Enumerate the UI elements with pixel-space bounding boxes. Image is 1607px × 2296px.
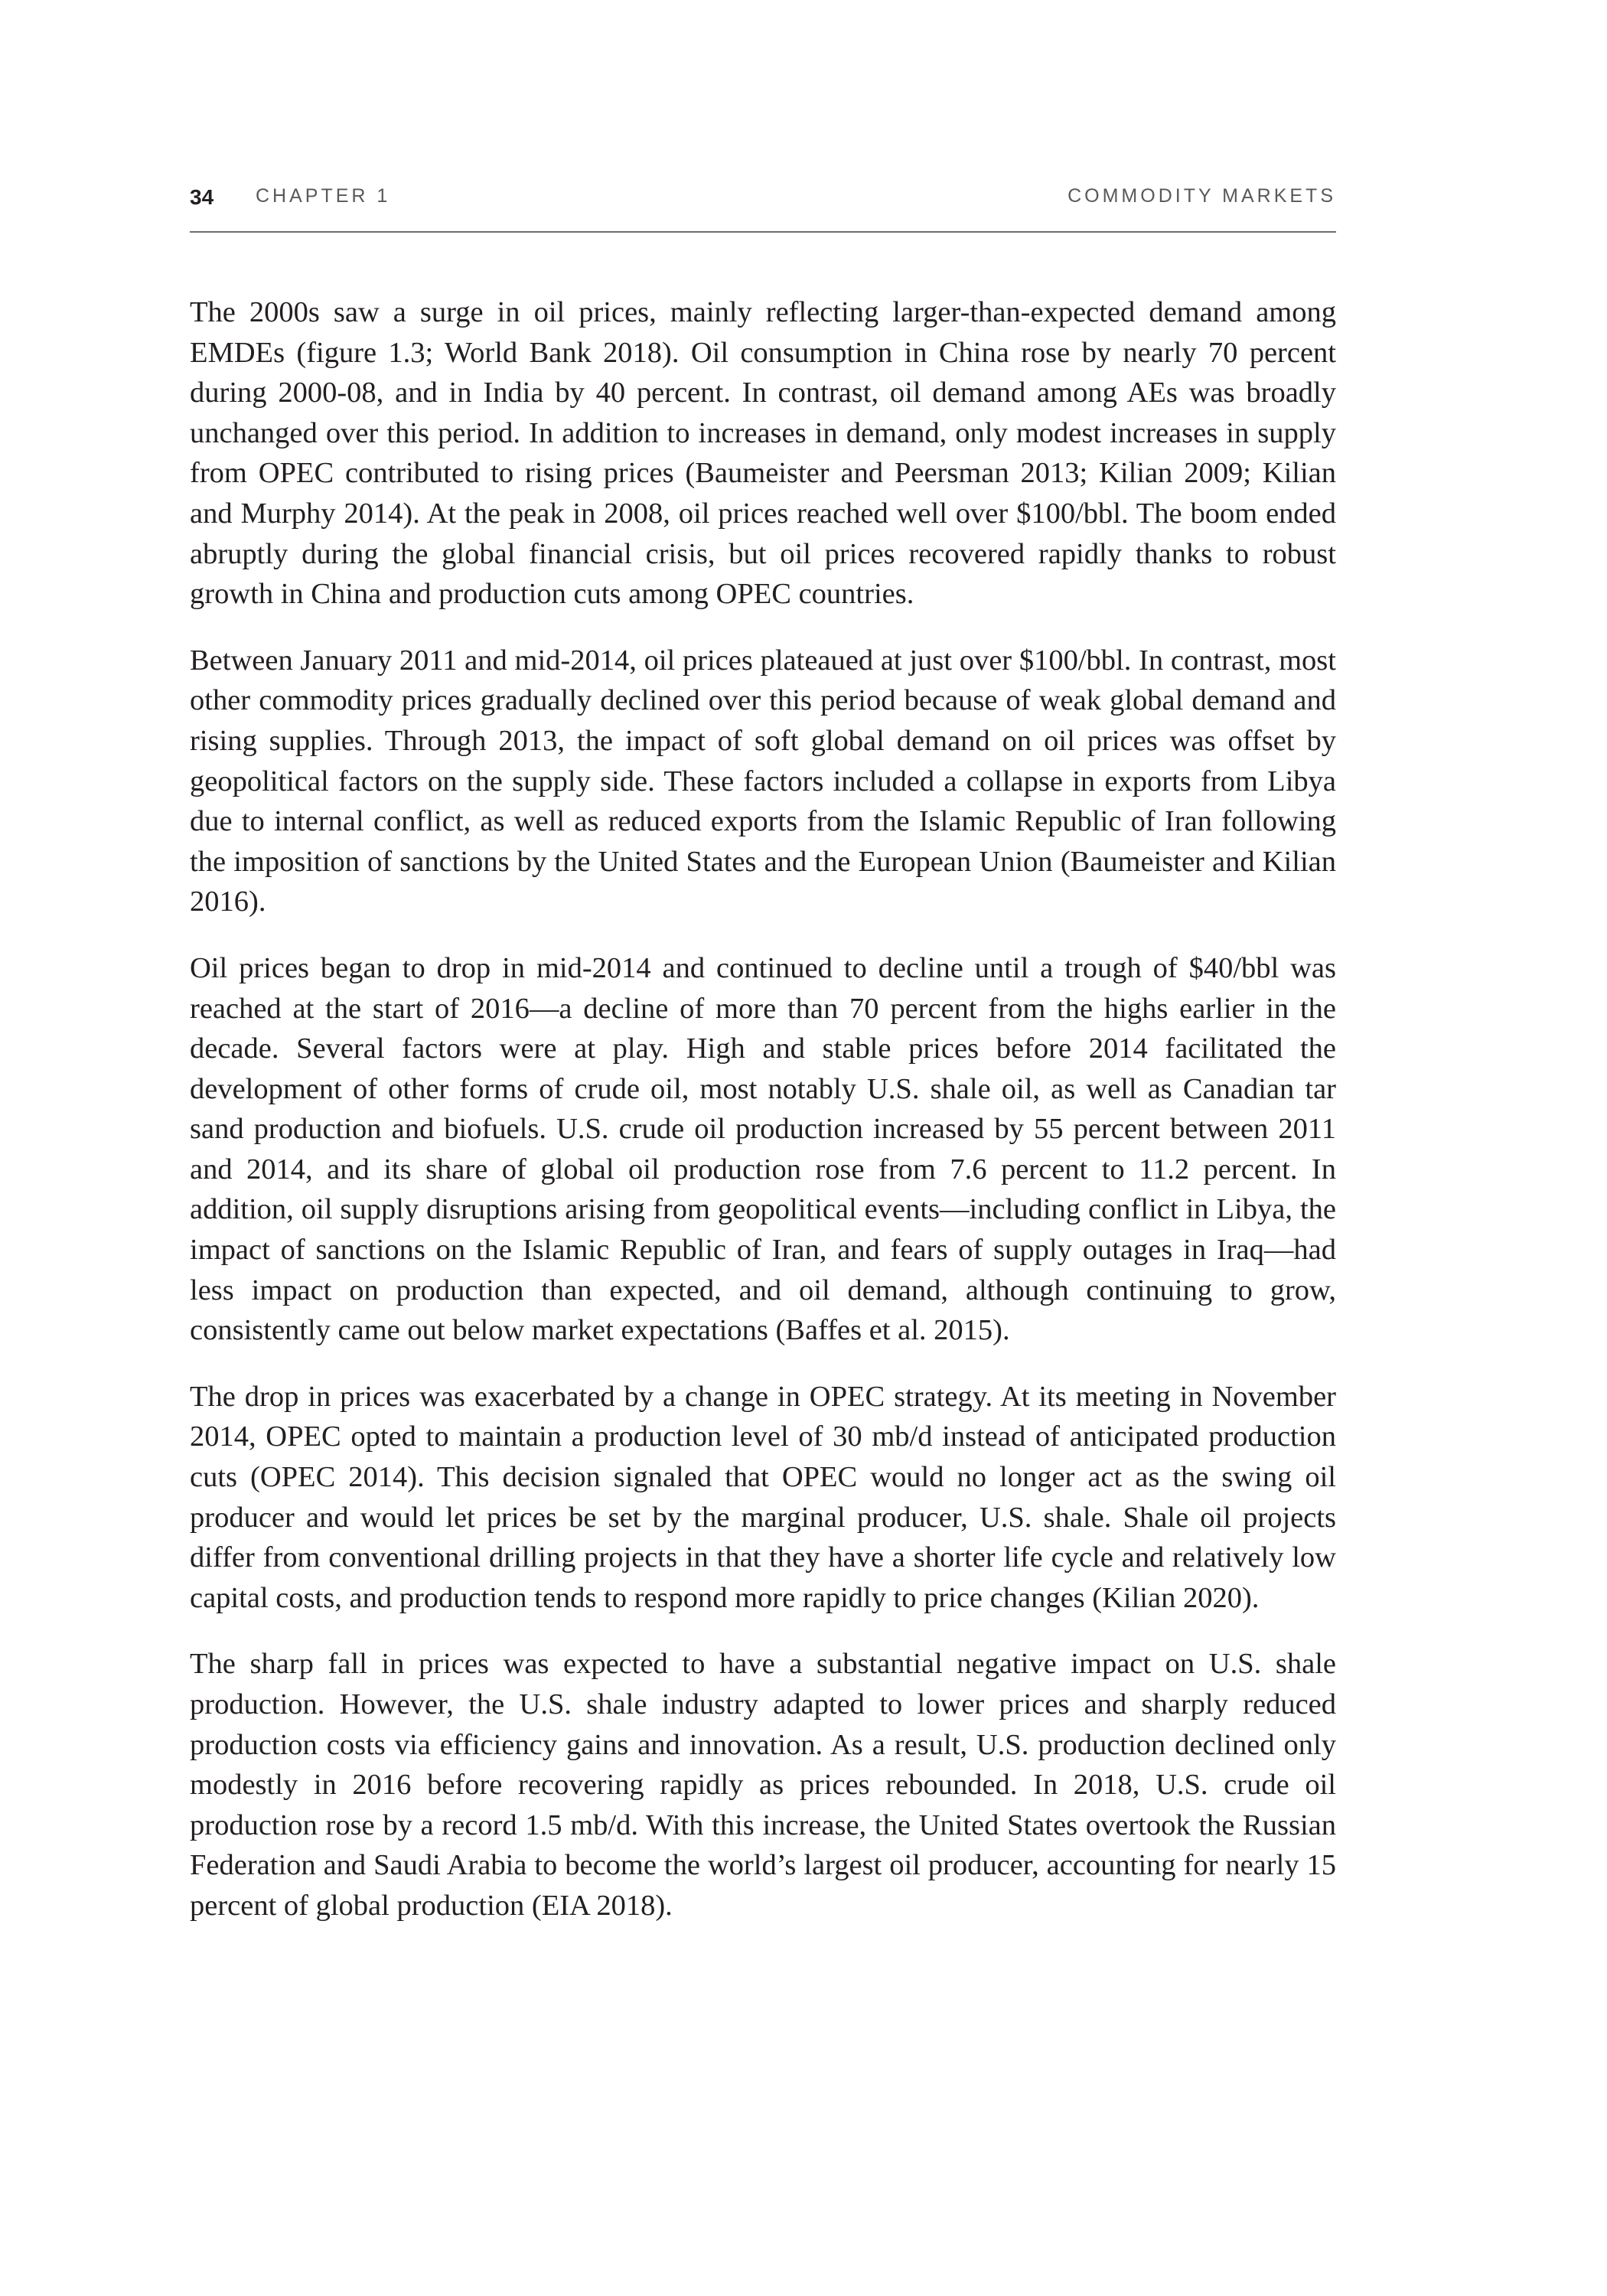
page-number: 34 xyxy=(190,185,214,209)
paragraph-price-drop-2014: Oil prices began to drop in mid-2014 and continued to decline until a trough of $40/bbl was reached at the start of 2016—a decline of more than 70 percent from the highs earlier in the decade. Several factors were at play. High and stable prices before 2014 facilitated the development of other forms of crude oil, most notably U.S. shale oil, as well as Canadian tar sand production and biofuels. U.S. crude oil production increased by 55 percent between 2011 and 2014, and its share of global oil production rose from 7.6 percent to 11.2 percent. In addition, oil supply disruptions arising from geopolitical events—including conflict in Libya, the impact of sanctions on the Islamic Republic of Iran, and fears of supply outages in Iraq—had less impact on production than expected, and oil demand, although continuing to grow, consistently came out below market expectations (Baffes et al. 2015). xyxy=(190,951,1336,1347)
page-header xyxy=(190,178,1336,233)
paragraph-oil-surge-2000s: The 2000s saw a surge in oil prices, mainly reflecting larger-than-expected demand among EMDEs (figure 1.3; World Bank 2018). Oil consumption in China rose by nearly 70 percent during 2000-08, and in India by 40 percent. In contrast, oil demand among AEs was broadly unchanged over this period. In addition to increases in demand, only modest increases in supply from OPEC contributed to rising prices (Baumeister and Peersman 2013; Kilian 2009; Kilian and Murphy 2014). At the peak in 2008, oil prices reached well over $100/bbl. The boom ended abruptly during the global financial crisis, but oil prices recovered rapidly thanks to robust growth in China and production cuts among OPEC countries. xyxy=(190,296,1336,611)
chapter-label: CHAPTER 1 xyxy=(256,185,391,207)
paragraph-opec-strategy: The drop in prices was exacerbated by a change in OPEC strategy. At its meeting in November 2014, OPEC opted to maintain a production level of 30 mb/d instead of anticipated production cuts (OPEC 2014). This decision signaled that OPEC would no longer act as the swing oil producer and would let prices be set by the marginal producer, U.S. shale. Shale oil projects differ from conventional drilling projects in that they have a shorter life cycle and relatively low capital costs, and production tends to respond more rapidly to price changes (Kilian 2020). xyxy=(190,1380,1336,1614)
paragraph-us-shale: The sharp fall in prices was expected to have a substantial negative impact on U.S. shale production. However, the U.S. shale industry adapted to lower prices and sharply reduced production costs via efficiency gains and innovation. As a result, U.S. production declined only modestly in 2016 before recovering rapidly as prices rebounded. In 2018, U.S. crude oil production rose by a record 1.5 mb/d. With this increase, the United States overtook the Russian Federation and Saudi Arabia to become the world’s largest oil producer, accounting for nearly 15 percent of global production (EIA 2018). xyxy=(190,1648,1336,1922)
running-title: COMMODITY MARKETS xyxy=(1068,185,1336,207)
paragraph-plateau-2011-2014: Between January 2011 and mid-2014, oil prices plateaued at just over $100/bbl. In contrast, most other commodity prices gradually declined over this period because of weak global demand and rising supplies. Through 2013, the impact of soft global demand on oil prices was offset by geopolitical factors on the supply side. These factors included a collapse in exports from Libya due to internal conflict, as well as reduced exports from the Islamic Republic of Iran following the imposition of sanctions by the United States and the European Union (Baumeister and Kilian 2016). xyxy=(190,644,1336,918)
body-text xyxy=(190,292,1336,1952)
